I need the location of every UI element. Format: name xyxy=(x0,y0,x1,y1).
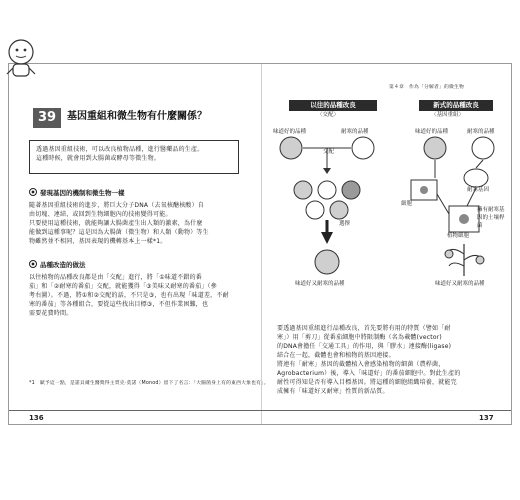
bacteria-icon xyxy=(464,169,488,187)
section2-heading: 品種改造的做法 xyxy=(40,261,86,269)
intro-line: 這種時候，就會用到大腸菌或酵母等微生物。 xyxy=(36,155,161,162)
label-cold-variety: 耐寒的品種 xyxy=(341,129,369,135)
tomato-icon xyxy=(318,181,336,199)
section-number-badge: 39 xyxy=(33,108,61,128)
body-line: 考右圖）。不過，將①和②交配的話，不只是③，也有出現「味道差，不耐 xyxy=(29,292,229,299)
page-number-left: 136 xyxy=(29,414,44,422)
tomato-icon xyxy=(342,181,360,199)
body-line: 結合在一起，截體也會和植物的基因連接。 xyxy=(277,352,395,359)
body-line: 物雖然並不相同，基因表現的機轉基本上一樣*1。 xyxy=(29,238,167,245)
body-line: 要透過基因重組進行品種改良，首先要將有用的特質（譬如「耐 xyxy=(277,325,451,332)
intro-box xyxy=(29,140,239,174)
figure-left-sub: 〈交配〉 xyxy=(317,112,340,118)
label-gene-cold: 耐寒的品種 xyxy=(467,129,495,135)
label-select: 選擇 xyxy=(339,221,351,227)
section-bullet-icon xyxy=(29,260,37,268)
body-line: 隨著基因重組技術的進步，將巨大分子DNA（去氧核醣核酸）自 xyxy=(29,202,205,209)
tomato-icon xyxy=(280,137,302,159)
body-line: Agrobacterium）後，導入「味道好」的番茄細胞中。對此生產的 xyxy=(277,370,461,377)
bottom-rule xyxy=(9,410,511,411)
label-cross: 交配 xyxy=(323,149,335,155)
mascot-illustration-icon xyxy=(3,34,39,80)
page-number-right: 137 xyxy=(479,414,494,422)
tomato-icon xyxy=(294,181,312,199)
tomato-icon xyxy=(315,250,339,274)
label-tasty-variety: 味道好的品種 xyxy=(273,129,307,135)
figure-right-heading: 新式的品種改良 xyxy=(433,101,479,109)
label-agrobacterium: 擁有耐寒基因的土壤桿菌 xyxy=(477,207,505,229)
tomato-icon xyxy=(306,201,324,219)
tomato-icon xyxy=(472,137,494,159)
comparison-figure xyxy=(271,94,503,314)
label-result-left: 味道好又耐寒的品種 xyxy=(295,281,345,287)
section-title: 基因重組和微生物有什麼關係？ xyxy=(67,111,207,122)
body-line: 需要花費時間。 xyxy=(29,310,73,317)
figure-right-sub: 〈基因重組〉 xyxy=(431,112,465,118)
tomato-icon xyxy=(424,137,446,159)
right-body-text xyxy=(277,324,461,396)
body-line: 茄」和「②耐寒的番茄」交配，就能獲得「③美味又耐寒的番茄」（參 xyxy=(29,283,217,290)
section2 xyxy=(29,260,229,318)
tomato-icon xyxy=(330,201,348,219)
body-line: 只要使用這種技術，就能夠讓大腸菌產生出人類的激素，為什麼 xyxy=(29,220,203,227)
body-line: 耐性可得知是否有導入目標基因。將這種的細胞組織培養，就能完 xyxy=(277,379,457,386)
body-line: 以往植物的品種改良都是由「交配」進行，將「①味道不錯的番 xyxy=(29,274,202,281)
body-line: 寒的番茄」等各種組合，要從這些找出目標③，不但作業困難，也 xyxy=(29,301,209,308)
section-bullet-icon xyxy=(29,188,37,196)
body-line: 能做到這種事呢？這是因為大腸菌（微生物）和人類（動物）等生 xyxy=(29,229,209,236)
body-line: 由切塊、連結，或回到生物細胞內的技術變得可能。 xyxy=(29,211,172,218)
figure-left-heading: 以往的品種改良 xyxy=(289,100,377,111)
label-gene-tasty: 味道好的品種 xyxy=(415,129,449,135)
label-cell: 細胞 xyxy=(401,201,413,207)
book-spread xyxy=(8,63,512,425)
label-gene: 耐寒基因 xyxy=(467,187,490,193)
running-header: 第４章 作為「分解者」的微生物 xyxy=(389,85,464,90)
section1-heading: 發現基因的機制和微生物一樣 xyxy=(40,189,125,197)
body-line: 將連有「耐寒」基因的截體植入會感染植物的細菌（農桿菌， xyxy=(277,361,445,368)
label-plant-cell: 植物細胞 xyxy=(447,233,470,239)
body-line: 成擁有「味道好又耐寒」性質的新品質。 xyxy=(277,388,389,395)
body-line: 的DNA會擔任「交通工具」的作用，與「膠水」連接酶(ligase) xyxy=(277,343,452,350)
tomato-icon xyxy=(352,137,374,159)
label-result-right: 味道好又耐寒的品種 xyxy=(435,281,485,287)
footnote: *1 賦予這一點，是諾貝爾生醫獎得主賈克·莫諾（Monod）留下了名言：「大腸菌身上有的東西大象也有」。 xyxy=(29,381,269,386)
page-gutter xyxy=(261,64,262,424)
intro-line: 透過基因重組技術，可以改良植物品種，進行醫藥品的生產。 xyxy=(36,146,204,153)
section1 xyxy=(29,188,209,246)
body-line: 寒」）用「剪刀」從番茄細胞中將限制酶（名為載體(vector) xyxy=(277,334,442,341)
